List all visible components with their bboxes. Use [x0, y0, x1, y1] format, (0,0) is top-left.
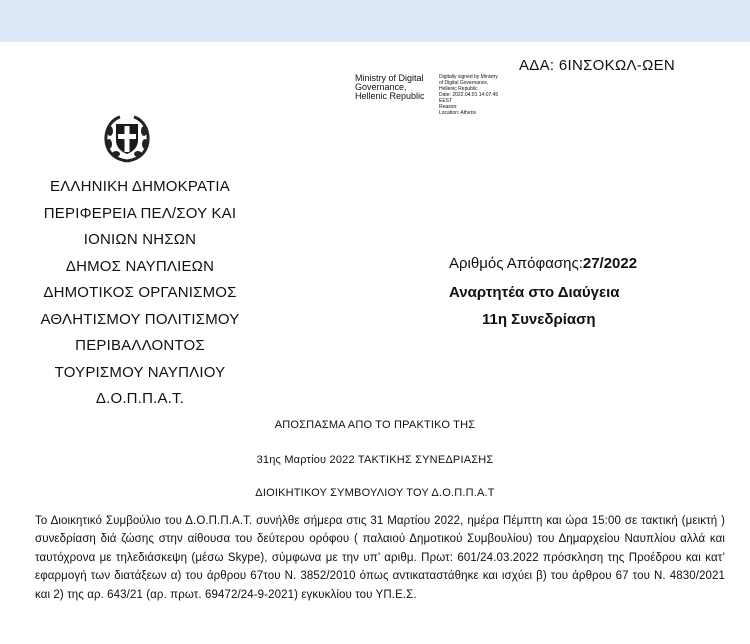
- signer-line: Governance,: [355, 82, 407, 92]
- signature-detail-line: Location: Athens: [439, 110, 476, 116]
- excerpt-board-line: ΔΙΟΙΚΗΤΙΚΟΥ ΣΥΜΒΟΥΛΙΟΥ ΤΟΥ Δ.Ο.Π.Π.Α.Τ: [255, 487, 495, 499]
- issuing-authority: [30, 174, 250, 413]
- excerpt-heading: ΑΠΟΣΠΑΣΜΑ ΑΠΟ ΤΟ ΠΡΑΚΤΙΚΟ ΤΗΣ: [274, 419, 476, 431]
- authority-line: ΕΛΛΗΝΙΚΗ ΔΗΜΟΚΡΑΤΙΑ: [50, 178, 230, 195]
- greek-coat-of-arms-icon: [102, 114, 152, 164]
- signature-detail-line: EEST: [439, 98, 453, 104]
- authority-line: ΤΟΥΡΙΣΜΟΥ ΝΑΥΠΛΙΟΥ: [54, 363, 226, 381]
- authority-line: ΠΕΡΙΒΑΛΛΟΝΤΟΣ: [75, 337, 205, 354]
- signer-line: Hellenic Republic: [355, 91, 425, 101]
- digital-signature-details: [439, 74, 529, 116]
- authority-line: ΔΗΜΟΤΙΚΟΣ ΟΡΓΑΝΙΣΜΟΣ: [43, 284, 237, 301]
- authority-line: ΑΘΛΗΤΙΣΜΟΥ ΠΟΛΙΤΙΣΜΟΥ: [40, 310, 240, 328]
- authority-line: Δ.Ο.Π.Π.Α.Τ.: [95, 390, 185, 407]
- signature-detail-line: Date: 2022.04.01 14:07:45: [439, 92, 499, 98]
- decision-number-value: 27/2022: [582, 255, 638, 272]
- authority-line: ΔΗΜΟΣ ΝΑΥΠΛΙΕΩΝ: [65, 257, 215, 275]
- decision-number-label: Αριθμός Απόφασης:: [449, 255, 583, 272]
- signer-line: Ministry of Digital: [355, 73, 424, 83]
- authority-line: ΠΕΡΙΦΕΡΕΙΑ ΠΕΛ/ΣΟΥ ΚΑΙ: [43, 204, 237, 222]
- excerpt-date-line: 31ης Μαρτίου 2022 ΤΑΚΤΙΚΗΣ ΣΥΝΕΔΡΙΑΣΗΣ: [256, 454, 494, 466]
- signature-detail-line: Digitally signed by Ministry: [439, 74, 498, 80]
- posted-on-diavgeia: Αναρτητέα στο Διαύγεια: [449, 284, 620, 301]
- decision-number: [449, 255, 637, 272]
- signature-detail-line: Hellenic Republic: [439, 86, 478, 92]
- digital-signature-signer: [355, 74, 435, 101]
- signature-detail-line: Reason:: [439, 104, 458, 110]
- authority-line: ΙΟΝΙΩΝ ΝΗΣΩΝ: [83, 231, 197, 248]
- signature-detail-line: of Digital Governance,: [439, 80, 489, 86]
- session-number: 11η Συνεδρίαση: [482, 311, 596, 328]
- viewer-top-bar: [0, 0, 750, 42]
- minutes-body-paragraph: Το Διοικητικό Συμβούλιο του Δ.Ο.Π.Π.Α.Τ. συνήλθε σήμερα στις 31 Μαρτίου 2022, ημέρα Πέμπτη και ώρα 15:00 σε τακτική (μεικτή ) συνεδρίαση διά ζώσης στην αίθουσα του δεύτερου ορόφου ( παλαιού Δημοτικού Συμβουλίου) του Δημαρχείου Ναυπλίου αλλά και ταυτόχρονα με τηλεδιάσκεψη (μέσω Skype), σύμφωνα με την υπ’ αριθμ. Πρωτ: 601/24.03.2022 πρόσκληση της Προέδρου και κατ’ εφαρμογή των διατάξεων α) του άρθρου 67του Ν. 3852/2010 όπως αντικαταστάθηκε και ισχύει β) του άρθρου 67 του Ν. 4830/2021 και 2) της αρ. 643/21 (αρ. πρωτ. 69472/24-9-2021) εγκυκλίου του ΥΠ.Ε.Σ.: [35, 515, 725, 601]
- ada-code: ΑΔΑ: 6ΙΝΣΟΚΩΛ-ΩΕΝ: [519, 57, 676, 74]
